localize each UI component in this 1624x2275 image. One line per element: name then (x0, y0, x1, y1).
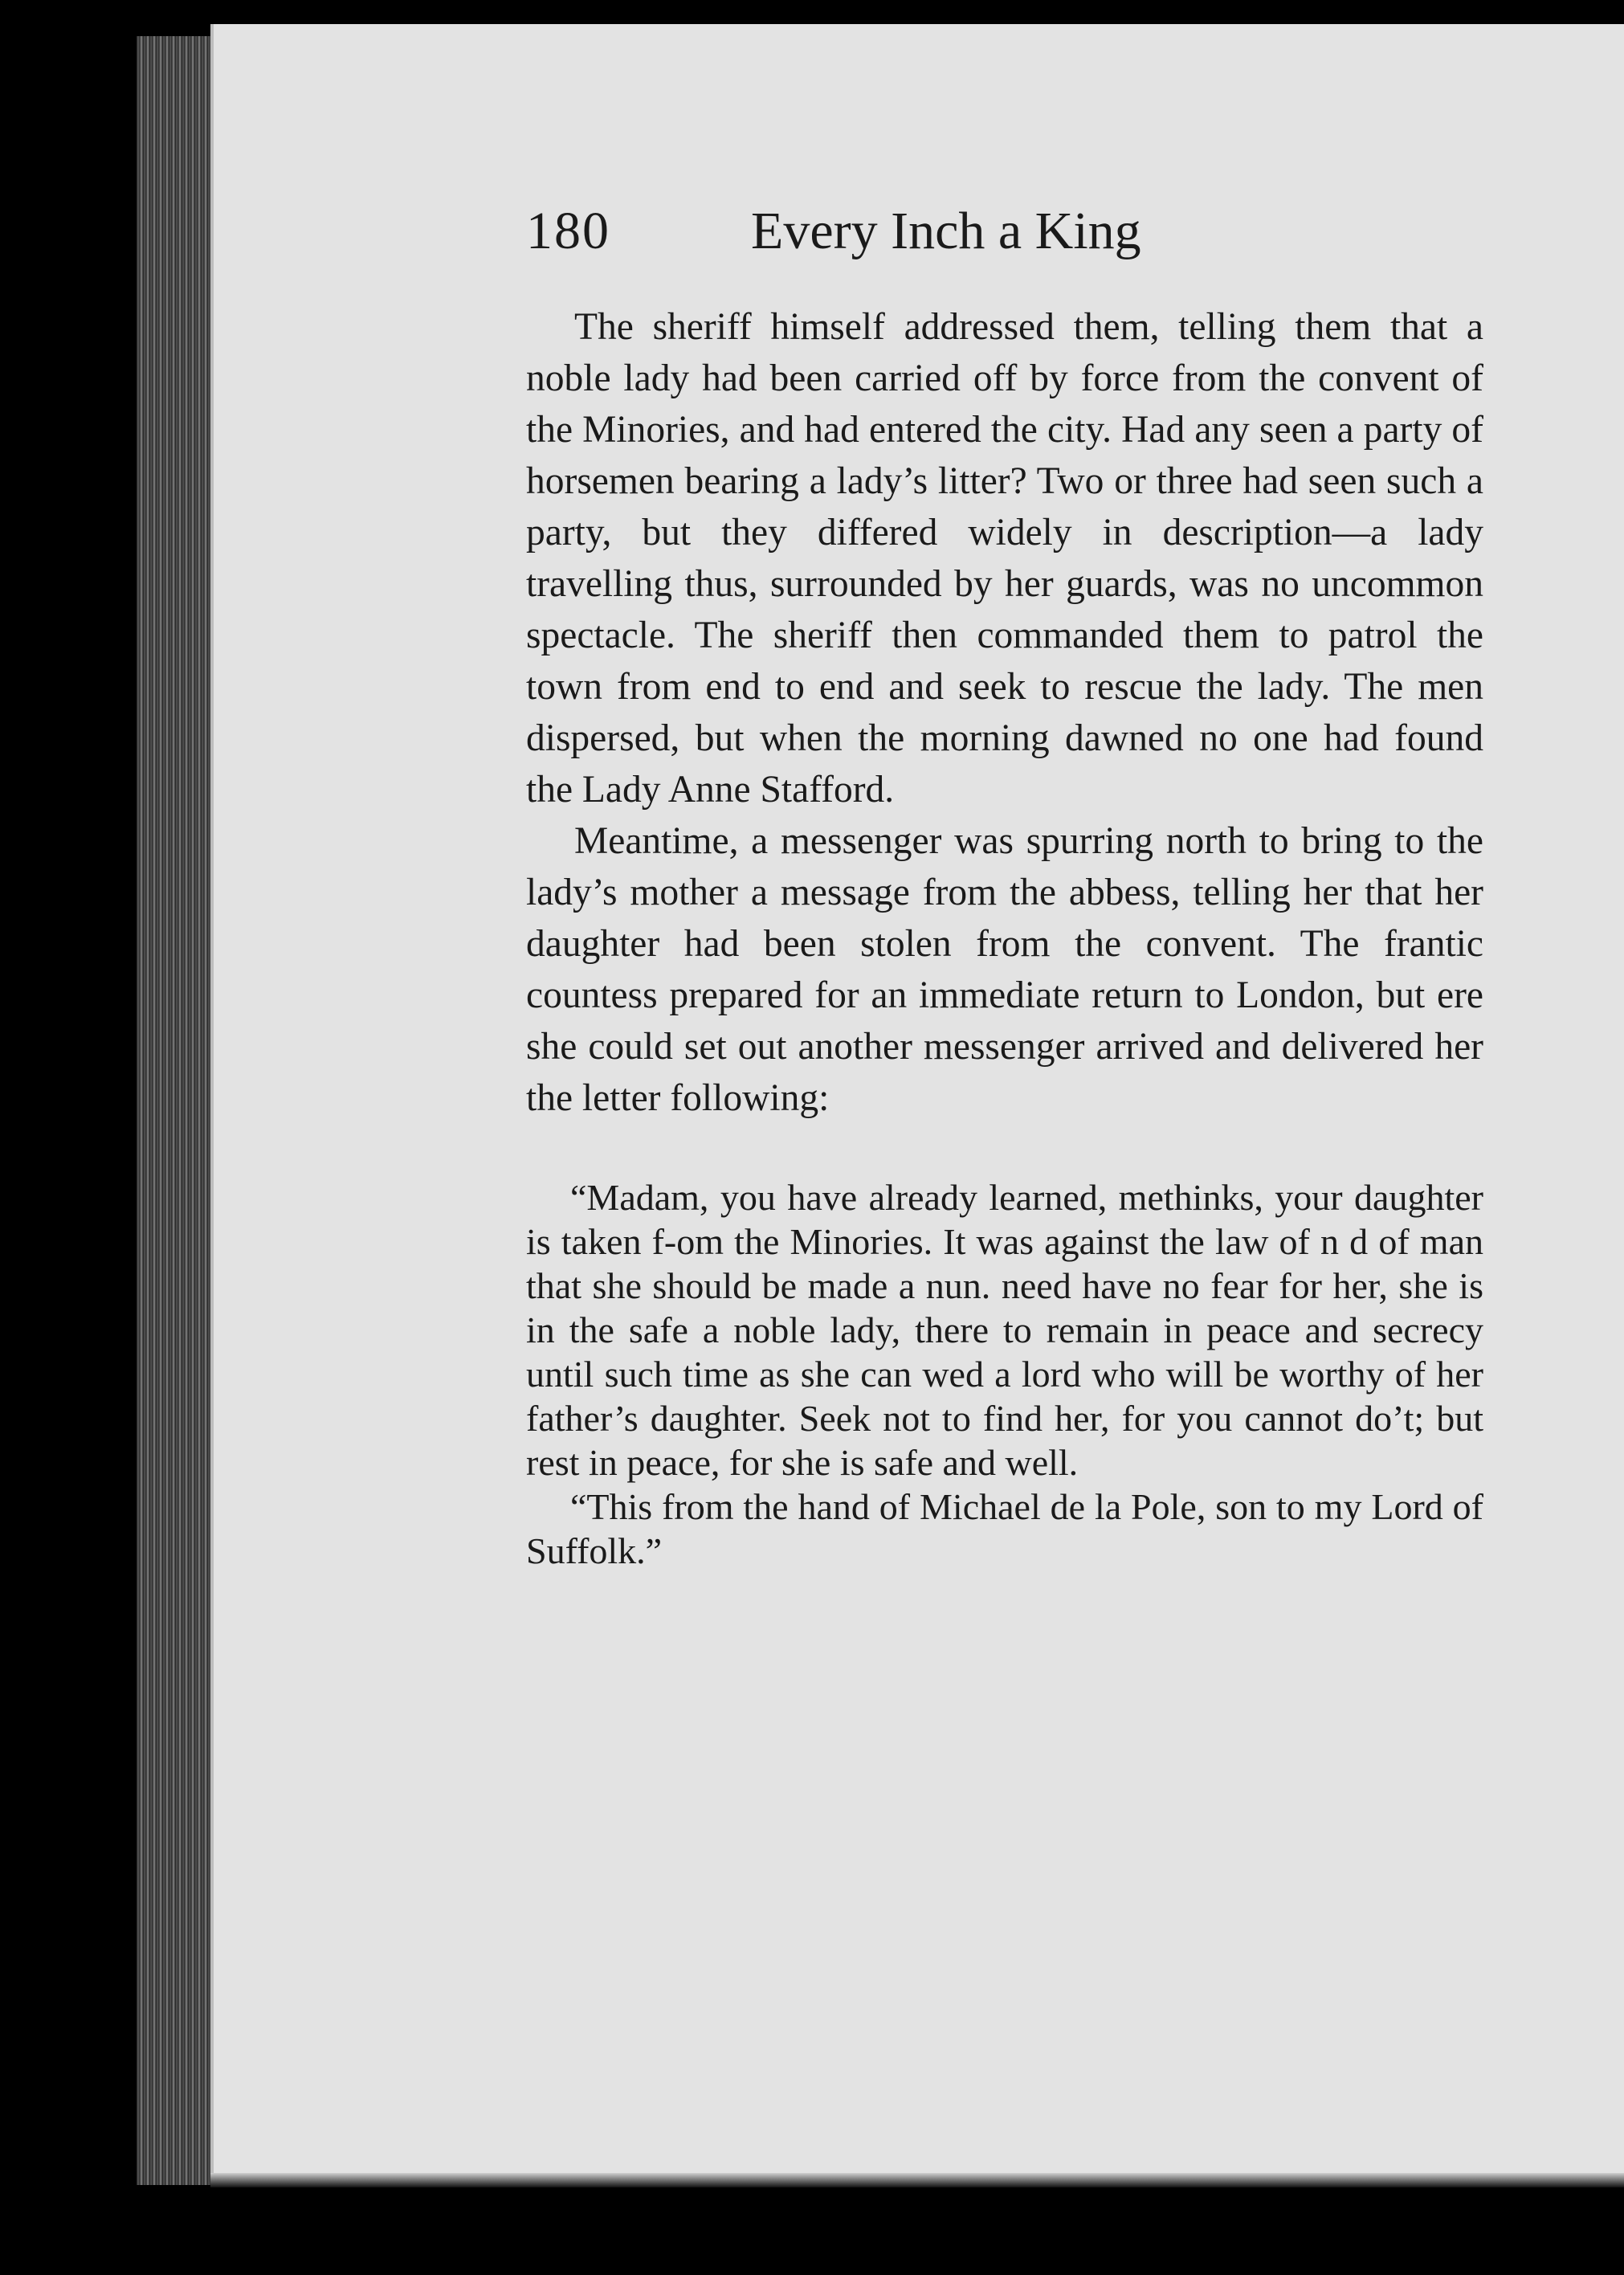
page-number: 180 (526, 202, 610, 260)
body-text (526, 301, 1483, 1124)
body-paragraph: The sheriff himself addressed them, telling them that a noble lady had been carried off by force from the convent of the Minories, and had entered the city. Had any seen a party of horsemen bearing a lady’s litter? Two or three had seen such a party, but they differed widely in description—a lady travelling thus, surrounded by her guards, was no uncommon spectacle. The sheriff then commanded them to patrol the town from end to end and seek to rescue the lady. The men dispersed, but when the morning dawned no one had found the Lady Anne Stafford. (526, 306, 1483, 811)
letter-paragraph: “Madam, you have already learned, methinks, your daughter is taken f-om the Minories. It was against the law of n d of man that she should be made a nun. need have no fear for her, she is in the safe a noble lady, there to remain in peace and secrecy until such time as she can wed a lord who will be worthy of her father’s daughter. Seek not to find her, for you cannot do’t; but rest in peace, for she is safe and well. (526, 1177, 1483, 1483)
letter-signature: “This from the hand of Michael de la Pole, son to my Lord of Suffolk.” (526, 1486, 1483, 1571)
page-bottom-edge (210, 2173, 1624, 2187)
body-paragraph: Meantime, a messenger was spurring north to bring to the lady’s mother a message from the abbess, telling her that her daughter had been stolen from the convent. The frantic countess prepared for an immediate return to London, but ere she could set out another messenger arrived and delivered her the letter following: (526, 820, 1483, 1119)
quoted-letter (526, 1175, 1483, 1573)
book-title: Every Inch a King (751, 202, 1141, 260)
running-head (526, 202, 1483, 285)
page-text-block (526, 202, 1483, 1573)
